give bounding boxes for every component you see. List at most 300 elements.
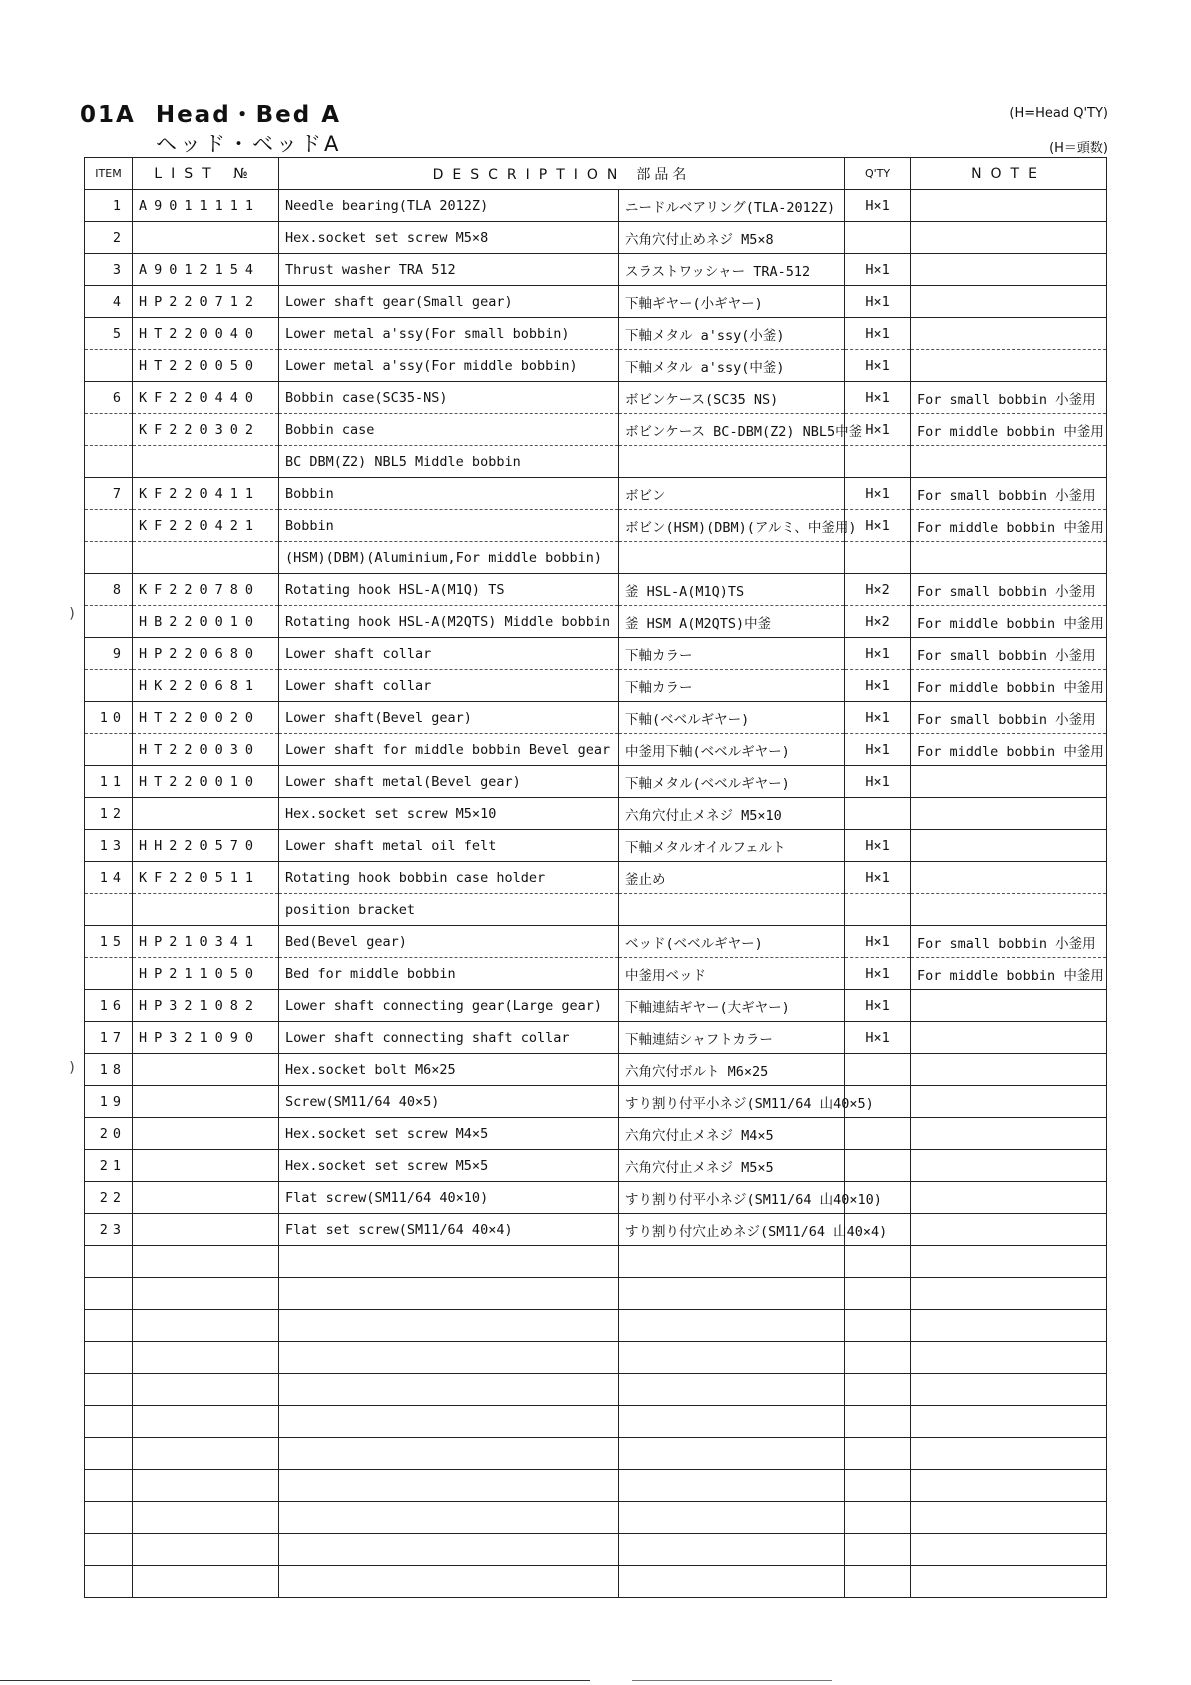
quantity-cell [845,1470,911,1502]
quantity-legend-japanese: (H＝頭数) [1049,141,1108,156]
description-japanese-cell: 下軸カラー [619,670,845,702]
column-header-description [279,158,845,190]
table-row [85,318,1107,350]
description-cell: Thrust washer TRA 512 [279,254,619,286]
description-japanese-cell: すり割り付平小ネジ(SM11/64 山40×5) [619,1086,845,1118]
description-cell: Hex.socket set screw M5×5 [279,1150,619,1182]
quantity-cell: H×1 [845,670,911,702]
note-cell: For middle bobbin 中釜用 [911,606,1107,638]
description-japanese-cell: 下軸(ベベルギヤー) [619,702,845,734]
table-row [85,542,1107,574]
note-cell [911,1182,1107,1214]
description-japanese-cell [619,1470,845,1502]
list-number-cell: KF220440 [133,382,279,414]
table-row [85,286,1107,318]
table-row [85,1438,1107,1470]
quantity-cell: H×1 [845,478,911,510]
description-japanese-cell: 六角穴付止メネジ M5×5 [619,1150,845,1182]
note-cell [911,1534,1107,1566]
list-number-cell [133,894,279,926]
list-number-cell: HT220010 [133,766,279,798]
list-number-cell: HH220570 [133,830,279,862]
description-japanese-cell: ボビン(HSM)(DBM)(アルミ、中釜用) [619,510,845,542]
description-japanese-cell [619,542,845,574]
table-row [85,990,1107,1022]
description-cell: Bed for middle bobbin [279,958,619,990]
quantity-cell: H×1 [845,638,911,670]
table-row [85,1502,1107,1534]
table-row [85,1118,1107,1150]
quantity-cell: H×1 [845,990,911,1022]
item-number-cell: 12 [85,798,133,830]
item-number-cell [85,670,133,702]
quantity-cell: H×1 [845,286,911,318]
table-row [85,382,1107,414]
list-number-cell [133,798,279,830]
description-cell: Lower shaft metal(Bevel gear) [279,766,619,798]
description-cell: Hex.socket set screw M5×10 [279,798,619,830]
note-cell: For small bobbin 小釜用 [911,478,1107,510]
description-japanese-cell [619,1534,845,1566]
description-cell: Rotating hook bobbin case holder [279,862,619,894]
list-number-cell: HT220030 [133,734,279,766]
note-cell [911,1470,1107,1502]
table-row [85,1374,1107,1406]
description-japanese-cell: 六角穴付止メネジ M5×10 [619,798,845,830]
note-cell [911,766,1107,798]
item-number-cell: 21 [85,1150,133,1182]
quantity-cell: H×1 [845,1022,911,1054]
item-number-cell: 7 [85,478,133,510]
description-japanese-cell: 中釜用ベッド [619,958,845,990]
list-number-cell [133,1566,279,1598]
item-number-cell [85,1502,133,1534]
list-number-cell [133,1278,279,1310]
note-cell [911,1086,1107,1118]
note-cell [911,222,1107,254]
list-number-cell [133,1310,279,1342]
list-number-cell [133,1246,279,1278]
quantity-cell [845,894,911,926]
quantity-cell: H×1 [845,190,911,222]
note-cell [911,1118,1107,1150]
table-row [85,606,1107,638]
description-japanese-cell [619,1438,845,1470]
item-number-cell [85,894,133,926]
quantity-cell [845,1246,911,1278]
table-row [85,414,1107,446]
description-cell: Lower shaft connecting shaft collar [279,1022,619,1054]
item-number-cell [85,1534,133,1566]
table-row [85,926,1107,958]
description-japanese-cell: ボビンケース BC-DBM(Z2) NBL5中釜 [619,414,845,446]
table-row [85,958,1107,990]
item-number-cell: 9 [85,638,133,670]
list-number-cell: HT220020 [133,702,279,734]
item-number-cell: 22 [85,1182,133,1214]
note-cell [911,1310,1107,1342]
note-cell: For middle bobbin 中釜用 [911,670,1107,702]
table-row [85,190,1107,222]
description-cell: Lower shaft metal oil felt [279,830,619,862]
description-japanese-cell: ボビンケース(SC35 NS) [619,382,845,414]
list-number-cell: KF220511 [133,862,279,894]
note-cell [911,254,1107,286]
item-number-cell: 11 [85,766,133,798]
item-number-cell [85,1310,133,1342]
description-cell: Lower metal a'ssy(For middle bobbin) [279,350,619,382]
item-number-cell: 5 [85,318,133,350]
note-cell [911,990,1107,1022]
list-number-cell [133,446,279,478]
description-cell: Needle bearing(TLA 2012Z) [279,190,619,222]
description-japanese-cell [619,1502,845,1534]
table-row [85,1214,1107,1246]
footer-rule [632,1680,832,1681]
quantity-cell [845,1150,911,1182]
item-number-cell [85,606,133,638]
description-cell: Lower metal a'ssy(For small bobbin) [279,318,619,350]
table-row [85,734,1107,766]
description-japanese-cell: 中釜用下軸(ベベルギヤー) [619,734,845,766]
page-title: 01A Head・Bed A [80,102,342,128]
list-number-cell [133,1118,279,1150]
table-row [85,638,1107,670]
column-header-list-no: LIST № [133,158,279,190]
description-cell: Flat set screw(SM11/64 40×4) [279,1214,619,1246]
table-row [85,1054,1107,1086]
table-row [85,222,1107,254]
item-number-cell: 19 [85,1086,133,1118]
note-cell [911,1278,1107,1310]
description-cell [279,1566,619,1598]
description-cell: Bed(Bevel gear) [279,926,619,958]
item-number-cell: 13 [85,830,133,862]
description-cell [279,1310,619,1342]
column-header-note: NOTE [911,158,1107,190]
quantity-cell [845,1566,911,1598]
list-number-cell: HP321090 [133,1022,279,1054]
description-japanese-cell: 下軸メタルオイルフェルト [619,830,845,862]
note-cell [911,894,1107,926]
quantity-cell [845,1438,911,1470]
description-cell: Screw(SM11/64 40×5) [279,1086,619,1118]
footer-rule [0,1680,590,1681]
description-cell: position bracket [279,894,619,926]
list-number-cell [133,1406,279,1438]
list-number-cell: HK220681 [133,670,279,702]
description-cell [279,1534,619,1566]
quantity-cell: H×1 [845,702,911,734]
description-japanese-cell: 六角穴付止めネジ M5×8 [619,222,845,254]
description-japanese-cell: 釜 HSM A(M2QTS)中釜 [619,606,845,638]
table-row [85,1470,1107,1502]
parts-table [84,157,1107,1598]
table-row [85,1406,1107,1438]
quantity-cell [845,1374,911,1406]
item-number-cell [85,1374,133,1406]
table-row [85,254,1107,286]
table-row [85,702,1107,734]
table-row [85,1566,1107,1598]
column-header-description-en: DESCRIPTION [432,166,627,183]
item-number-cell [85,1278,133,1310]
item-number-cell [85,734,133,766]
description-cell: Hex.socket set screw M4×5 [279,1118,619,1150]
table-row [85,1246,1107,1278]
description-cell [279,1246,619,1278]
table-row [85,894,1107,926]
note-cell [911,1342,1107,1374]
quantity-cell: H×1 [845,254,911,286]
description-japanese-cell: ニードルベアリング(TLA-2012Z) [619,190,845,222]
quantity-cell [845,1054,911,1086]
description-japanese-cell: 釜止め [619,862,845,894]
note-cell: For middle bobbin 中釜用 [911,510,1107,542]
note-cell: For middle bobbin 中釜用 [911,958,1107,990]
item-number-cell: 4 [85,286,133,318]
quantity-cell [845,542,911,574]
note-cell: For middle bobbin 中釜用 [911,734,1107,766]
list-number-cell: KF220411 [133,478,279,510]
quantity-cell [845,1502,911,1534]
table-row [85,1534,1107,1566]
list-number-cell: HP321082 [133,990,279,1022]
table-row [85,1342,1107,1374]
note-cell [911,1502,1107,1534]
list-number-cell: A9011111 [133,190,279,222]
quantity-cell [845,1406,911,1438]
note-cell: For small bobbin 小釜用 [911,638,1107,670]
note-cell: For small bobbin 小釜用 [911,574,1107,606]
scan-edge-mark: ) [68,606,77,622]
item-number-cell: 10 [85,702,133,734]
scan-edge-mark: ) [68,1060,77,1076]
quantity-cell [845,1534,911,1566]
description-cell: Flat screw(SM11/64 40×10) [279,1182,619,1214]
item-number-cell: 16 [85,990,133,1022]
list-number-cell: HT220050 [133,350,279,382]
table-row [85,1278,1107,1310]
quantity-cell: H×1 [845,958,911,990]
item-number-cell [85,510,133,542]
description-cell: BC DBM(Z2) NBL5 Middle bobbin [279,446,619,478]
item-number-cell [85,1246,133,1278]
description-japanese-cell [619,1374,845,1406]
table-row [85,1182,1107,1214]
note-cell: For middle bobbin 中釜用 [911,414,1107,446]
note-cell [911,798,1107,830]
note-cell [911,190,1107,222]
description-cell: Bobbin [279,478,619,510]
item-number-cell [85,1566,133,1598]
description-cell: Lower shaft for middle bobbin Bevel gear [279,734,619,766]
list-number-cell [133,1342,279,1374]
description-japanese-cell [619,1310,845,1342]
quantity-cell: H×1 [845,830,911,862]
note-cell [911,446,1107,478]
column-header-description-jp: 部品名 [636,166,691,183]
table-row [85,1022,1107,1054]
item-number-cell: 18 [85,1054,133,1086]
list-number-cell [133,1182,279,1214]
list-number-cell [133,1534,279,1566]
description-japanese-cell: 下軸ギヤー(小ギヤー) [619,286,845,318]
quantity-cell: H×1 [845,382,911,414]
description-japanese-cell [619,894,845,926]
table-row [85,510,1107,542]
quantity-cell [845,222,911,254]
description-japanese-cell: 下軸連結シャフトカラー [619,1022,845,1054]
note-cell [911,1438,1107,1470]
list-number-cell: HP220680 [133,638,279,670]
table-header-row [85,158,1107,190]
list-number-cell [133,1086,279,1118]
parts-table-body [85,190,1107,1598]
description-japanese-cell: スラストワッシャー TRA-512 [619,254,845,286]
item-number-cell [85,1470,133,1502]
list-number-cell [133,542,279,574]
list-number-cell: HP210341 [133,926,279,958]
item-number-cell: 2 [85,222,133,254]
item-number-cell: 17 [85,1022,133,1054]
note-cell [911,286,1107,318]
quantity-cell [845,1278,911,1310]
description-japanese-cell: 六角穴付止メネジ M4×5 [619,1118,845,1150]
quantity-cell: H×1 [845,510,911,542]
description-cell: Lower shaft collar [279,670,619,702]
description-japanese-cell: 下軸メタル(ベベルギヤー) [619,766,845,798]
item-number-cell: 8 [85,574,133,606]
description-cell: Lower shaft connecting gear(Large gear) [279,990,619,1022]
description-cell: Bobbin case(SC35-NS) [279,382,619,414]
quantity-cell: H×1 [845,350,911,382]
description-japanese-cell: ベッド(ベベルギヤー) [619,926,845,958]
item-number-cell [85,350,133,382]
quantity-cell [845,1310,911,1342]
list-number-cell [133,222,279,254]
note-cell [911,1406,1107,1438]
note-cell [911,318,1107,350]
description-cell [279,1406,619,1438]
quantity-cell [845,1118,911,1150]
note-cell [911,1022,1107,1054]
note-cell [911,830,1107,862]
quantity-cell: H×1 [845,318,911,350]
table-row [85,574,1107,606]
table-row [85,478,1107,510]
description-cell: Bobbin case [279,414,619,446]
description-japanese-cell: 下軸連結ギヤー(大ギヤー) [619,990,845,1022]
table-row [85,798,1107,830]
list-number-cell [133,1438,279,1470]
item-number-cell: 14 [85,862,133,894]
page-title-japanese: ヘッド・ベッドA [156,132,342,156]
item-number-cell [85,446,133,478]
column-header-qty: Q'TY [845,158,911,190]
list-number-cell: KF220302 [133,414,279,446]
item-number-cell: 15 [85,926,133,958]
list-number-cell: KF220780 [133,574,279,606]
description-cell [279,1374,619,1406]
description-japanese-cell: すり割り付平小ネジ(SM11/64 山40×10) [619,1182,845,1214]
quantity-cell: H×1 [845,766,911,798]
list-number-cell [133,1054,279,1086]
note-cell [911,350,1107,382]
quantity-cell: H×2 [845,606,911,638]
table-row [85,830,1107,862]
table-row [85,446,1107,478]
list-number-cell [133,1150,279,1182]
table-row [85,670,1107,702]
note-cell: For small bobbin 小釜用 [911,382,1107,414]
list-number-cell [133,1470,279,1502]
description-japanese-cell: 釜 HSL-A(M1Q)TS [619,574,845,606]
description-japanese-cell [619,1342,845,1374]
column-header-item: ITEM [85,158,133,190]
note-cell [911,862,1107,894]
list-number-cell: HB220010 [133,606,279,638]
description-cell: (HSM)(DBM)(Aluminium,For middle bobbin) [279,542,619,574]
quantity-cell [845,1342,911,1374]
item-number-cell [85,1406,133,1438]
description-cell: Rotating hook HSL-A(M1Q) TS [279,574,619,606]
description-japanese-cell: 六角穴付ボルト M6×25 [619,1054,845,1086]
description-cell: Hex.socket set screw M5×8 [279,222,619,254]
description-japanese-cell [619,1566,845,1598]
table-row [85,1310,1107,1342]
item-number-cell: 6 [85,382,133,414]
description-cell: Hex.socket bolt M6×25 [279,1054,619,1086]
quantity-legend: (H=Head Q'TY) [1009,106,1108,121]
note-cell [911,1374,1107,1406]
note-cell [911,1246,1107,1278]
note-cell [911,1566,1107,1598]
note-cell: For small bobbin 小釜用 [911,926,1107,958]
description-japanese-cell: 下軸メタル a'ssy(中釜) [619,350,845,382]
list-number-cell: HT220040 [133,318,279,350]
description-cell [279,1278,619,1310]
description-japanese-cell [619,1246,845,1278]
description-cell [279,1470,619,1502]
description-cell: Lower shaft collar [279,638,619,670]
item-number-cell [85,1342,133,1374]
description-japanese-cell: 下軸カラー [619,638,845,670]
description-cell [279,1502,619,1534]
quantity-cell [845,446,911,478]
item-number-cell [85,542,133,574]
table-row [85,1150,1107,1182]
note-cell [911,542,1107,574]
table-row [85,1086,1107,1118]
list-number-cell [133,1502,279,1534]
quantity-cell: H×1 [845,414,911,446]
item-number-cell: 3 [85,254,133,286]
note-cell: For small bobbin 小釜用 [911,702,1107,734]
quantity-cell: H×1 [845,734,911,766]
description-japanese-cell [619,446,845,478]
description-cell: Rotating hook HSL-A(M2QTS) Middle bobbin [279,606,619,638]
note-cell [911,1054,1107,1086]
item-number-cell [85,414,133,446]
list-number-cell: KF220421 [133,510,279,542]
description-japanese-cell: すり割り付穴止めネジ(SM11/64 山40×4) [619,1214,845,1246]
description-cell: Bobbin [279,510,619,542]
item-number-cell: 20 [85,1118,133,1150]
table-row [85,350,1107,382]
quantity-cell: H×1 [845,926,911,958]
quantity-cell [845,798,911,830]
